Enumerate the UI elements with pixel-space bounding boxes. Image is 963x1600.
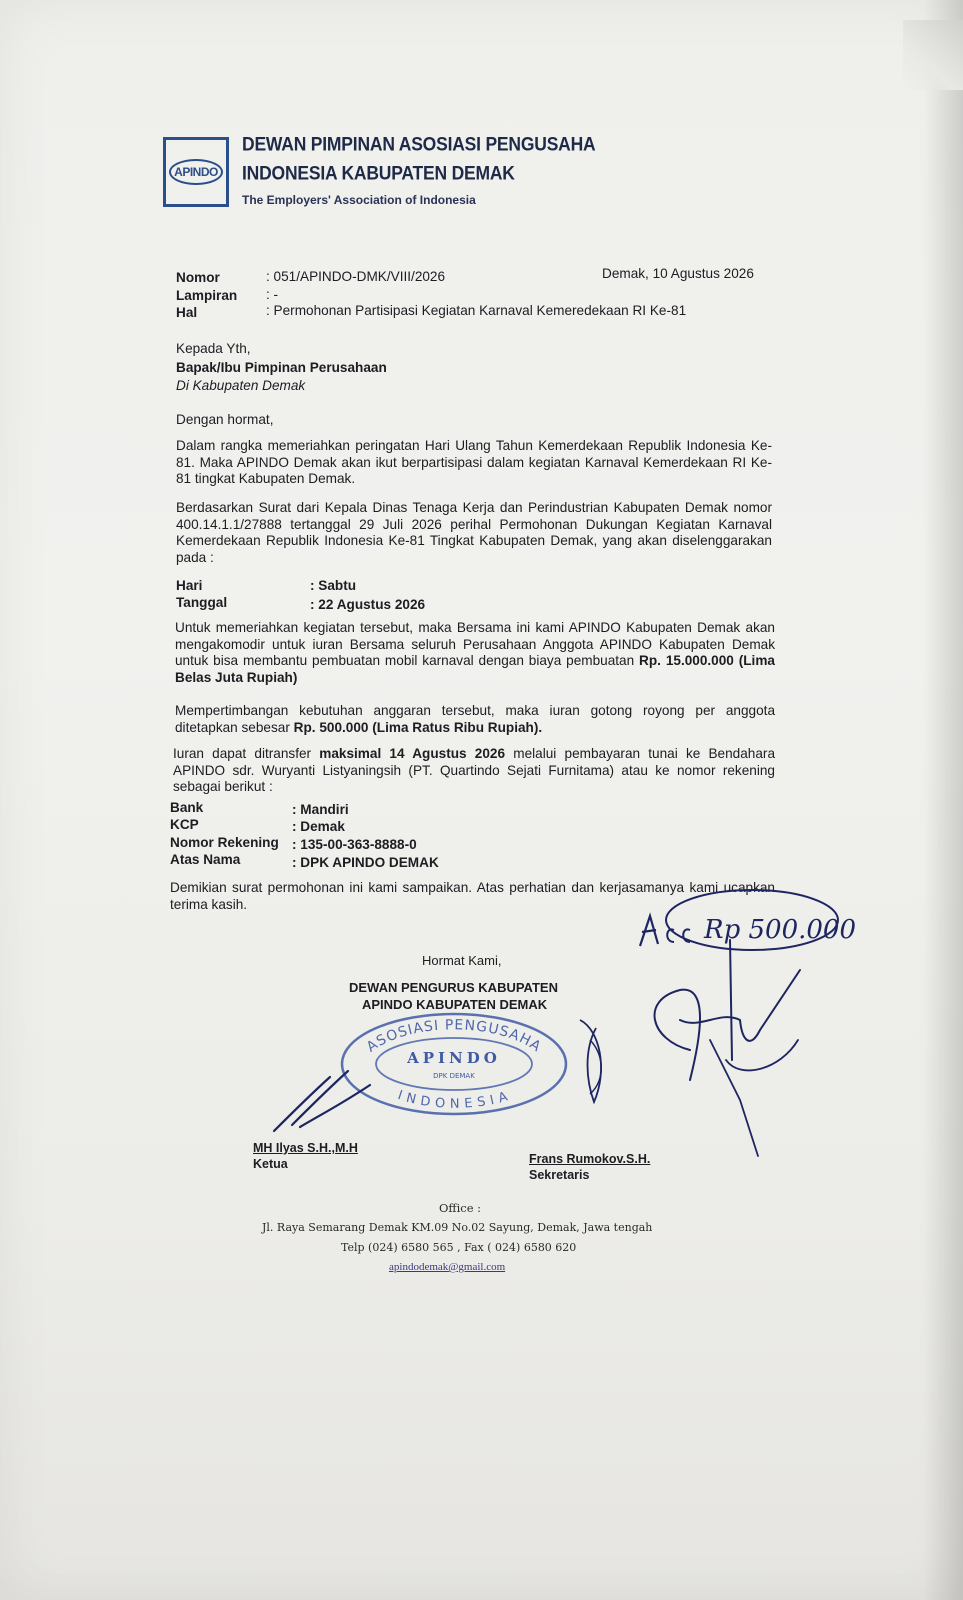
signature-flourish bbox=[560, 1010, 620, 1110]
paragraph-4-text: Mempertimbangan kebutuhan anggaran tersebut, maka iuran gotong royong per anggota ditetapkan sebesar bbox=[175, 703, 775, 735]
signatory-name-sekretaris: Frans Rumokov.S.H. bbox=[529, 1152, 651, 1166]
nomor-label: Nomor bbox=[176, 270, 220, 285]
recipient-salutation: Kepada Yth, bbox=[176, 341, 251, 356]
stamp-top-text: ASOSIASI PENGUSAHA bbox=[363, 1017, 545, 1056]
signatory-role-sekretaris: Sekretaris bbox=[529, 1168, 590, 1182]
atas-nama-label: Atas Nama bbox=[170, 852, 241, 867]
nomor-value: : 051/APINDO-DMK/VIII/2026 bbox=[266, 269, 446, 284]
paragraph-5 bbox=[173, 746, 775, 796]
signature-sekretaris bbox=[630, 930, 810, 1170]
paragraph-3-amount: Rp. 15.000.000 (Lima Belas Juta Rupiah) bbox=[175, 653, 775, 685]
hari-label: Hari bbox=[176, 578, 203, 593]
hari-value: : Sabtu bbox=[310, 578, 357, 593]
org-name-line1: DEWAN PIMPINAN ASOSIASI PENGUSAHA bbox=[242, 132, 596, 155]
footer-office-label: Office : bbox=[439, 1201, 482, 1215]
apindo-logo bbox=[163, 137, 229, 207]
kcp-label: KCP bbox=[170, 817, 199, 832]
recipient-name: Bapak/Ibu Pimpinan Perusahaan bbox=[176, 360, 387, 375]
paragraph-5-deadline: maksimal 14 Agustus 2026 bbox=[319, 746, 506, 761]
hal-label: Hal bbox=[176, 305, 198, 320]
lampiran-label: Lampiran bbox=[176, 288, 238, 303]
paragraph-5-text2: melalui pembayaran tunai ke Bendahara APINDO sdr. Wuryanti Listyaningsih (PT. Quartindo Sejati Furnitama) atau ke nomor rekening sebagai berikut : bbox=[173, 746, 776, 794]
signatory-body-line1: DEWAN PENGURUS KABUPATEN bbox=[349, 980, 558, 995]
hormat-kami: Hormat Kami, bbox=[422, 953, 502, 968]
signatory-role-ketua: Ketua bbox=[253, 1157, 288, 1171]
greeting: Dengan hormat, bbox=[176, 412, 274, 427]
footer-address: Jl. Raya Semarang Demak KM.09 No.02 Sayung, Demak, Jawa tengah bbox=[262, 1221, 653, 1234]
tanggal-label: Tanggal bbox=[176, 595, 228, 610]
paragraph-2: Berdasarkan Surat dari Kepala Dinas Tenaga Kerja dan Perindustrian Kabupaten Demak nomor 400.14.1.1/27888 tertanggal 29 Juli 2026 perihal Permohonan Dukungan Kegiatan Karnaval Kemerdekaan Republik Indonesia Ke-81 Tingkat Kabupaten Demak, yang akan diselenggarakan pada : bbox=[176, 500, 772, 565]
lampiran-value: : - bbox=[266, 287, 279, 302]
paragraph-4 bbox=[175, 703, 775, 736]
bank-value: : Mandiri bbox=[292, 802, 349, 817]
svg-text:INDONESIA bbox=[396, 1088, 514, 1112]
rekening-value: : 135-00-363-8888-0 bbox=[292, 837, 417, 852]
logo-text: APINDO bbox=[169, 159, 223, 185]
paper-fold bbox=[903, 20, 963, 90]
letter-date: Demak, 10 Agustus 2026 bbox=[602, 266, 754, 281]
kcp-value: : Demak bbox=[292, 819, 345, 834]
signature-ketua bbox=[270, 1055, 390, 1135]
closing-paragraph: Demikian surat permohonan ini kami sampaikan. Atas perhatian dan kerjasamanya kami ucapkan terima kasih. bbox=[170, 880, 775, 912]
footer-email[interactable]: apindodemak@gmail.com bbox=[389, 1261, 506, 1273]
svg-text:Rp 500.000: Rp 500.000 bbox=[704, 915, 857, 945]
tanggal-value: : 22 Agustus 2026 bbox=[310, 597, 426, 612]
stamp-sub-text: DPK DEMAK bbox=[433, 1072, 475, 1080]
stamp-center-text: APINDO bbox=[407, 1049, 501, 1067]
footer-phone: Telp (024) 6580 565 , Fax ( 024) 6580 620 bbox=[341, 1241, 577, 1254]
paper-shadow bbox=[923, 0, 963, 1600]
hal-value: : Permohonan Partisipasi Kegiatan Karnaval Kemeredekaan RI Ke-81 bbox=[266, 303, 687, 318]
recipient-location: Di Kabupaten Demak bbox=[176, 378, 306, 393]
org-english-name: The Employers' Association of Indonesia bbox=[242, 193, 476, 207]
atas-nama-value: : DPK APINDO DEMAK bbox=[292, 855, 439, 870]
paragraph-5-text1: Iuran dapat ditransfer bbox=[173, 746, 312, 761]
bank-label: Bank bbox=[170, 800, 204, 815]
stamp-bottom-text: INDONESIA bbox=[395, 1088, 515, 1112]
paragraph-4-amount: Rp. 500.000 (Lima Ratus Ribu Rupiah). bbox=[293, 719, 543, 735]
org-name-line2: INDONESIA KABUPATEN DEMAK bbox=[242, 161, 515, 184]
signatory-name-ketua: MH Ilyas S.H.,M.H bbox=[253, 1141, 358, 1155]
signatory-body-line2: APINDO KABUPATEN DEMAK bbox=[362, 997, 548, 1012]
paragraph-3-text: Untuk memeriahkan kegiatan tersebut, maka Bersama ini kami APINDO Kabupaten Demak akan mengakomodir untuk iuran Bersama seluruh Perusahaan Anggota APINDO Kabupaten Demak untuk bisa membantu pembuatan mobil karnaval dengan biaya pembuatan bbox=[175, 620, 775, 668]
paragraph-1: Dalam rangka memeriahkan peringatan Hari Ulang Tahun Kemerdekaan Republik Indonesia Ke-81. Maka APINDO Demak akan ikut berpartisipasi dalam kegiatan Karnaval Kemerdekaan RI Ke-81 tingkat Kabupaten Demak. bbox=[176, 438, 772, 486]
rekening-label: Nomor Rekening bbox=[170, 835, 279, 850]
paragraph-3 bbox=[175, 620, 775, 686]
